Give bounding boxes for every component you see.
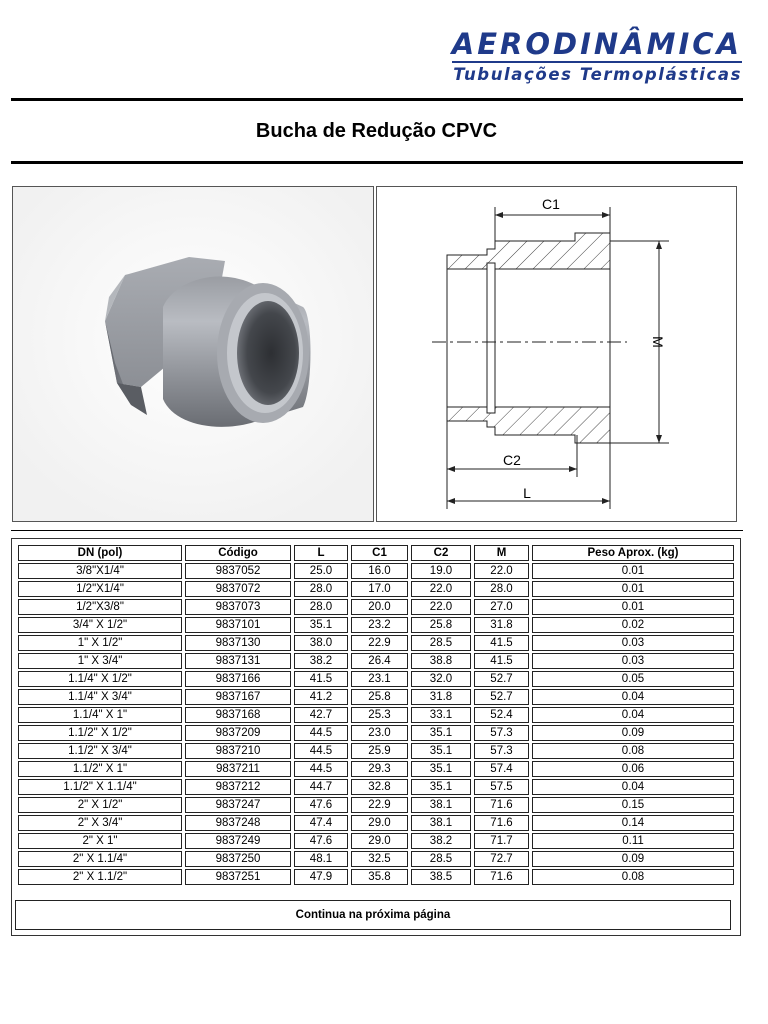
cell-peso: 0.05	[532, 671, 734, 687]
cell-codigo: 9837167	[185, 689, 291, 705]
cell-c2: 38.8	[411, 653, 471, 669]
cell-dn: 1.1/2" X 3/4"	[18, 743, 182, 759]
table-body	[18, 563, 734, 885]
cell-c2: 35.1	[411, 779, 471, 795]
cell-codigo: 9837212	[185, 779, 291, 795]
table-row	[18, 743, 734, 759]
dimension-label-c2: C2	[503, 452, 521, 468]
table-row	[18, 815, 734, 831]
cell-peso: 0.11	[532, 833, 734, 849]
cell-c2: 38.1	[411, 815, 471, 831]
table-row	[18, 725, 734, 741]
table-row	[18, 779, 734, 795]
cell-c2: 28.5	[411, 851, 471, 867]
cell-c1: 26.4	[351, 653, 408, 669]
cell-m: 71.6	[474, 797, 529, 813]
table-row	[18, 617, 734, 633]
cell-c1: 23.2	[351, 617, 408, 633]
cell-l: 25.0	[294, 563, 348, 579]
table-row	[18, 563, 734, 579]
cell-dn: 2" X 1.1/4"	[18, 851, 182, 867]
cell-codigo: 9837250	[185, 851, 291, 867]
cell-m: 57.4	[474, 761, 529, 777]
cell-dn: 2" X 1.1/2"	[18, 869, 182, 885]
cell-peso: 0.04	[532, 707, 734, 723]
cell-dn: 2" X 3/4"	[18, 815, 182, 831]
dimension-label-l: L	[523, 485, 531, 501]
cell-c2: 28.5	[411, 635, 471, 651]
header-dn: DN (pol)	[18, 545, 182, 561]
cell-c2: 38.1	[411, 797, 471, 813]
cell-dn: 1.1/4" X 1/2"	[18, 671, 182, 687]
section-divider	[11, 530, 743, 531]
cell-peso: 0.09	[532, 725, 734, 741]
cell-c1: 22.9	[351, 635, 408, 651]
brand-name: AERODINÂMICA	[451, 27, 742, 61]
cell-c2: 38.2	[411, 833, 471, 849]
cell-c1: 23.1	[351, 671, 408, 687]
page-title: Bucha de Redução CPVC	[255, 120, 498, 142]
cell-dn: 1.1/2" X 1.1/4"	[18, 779, 182, 795]
product-photo-panel	[12, 186, 374, 522]
cell-m: 31.8	[474, 617, 529, 633]
cell-m: 57.3	[474, 743, 529, 759]
cell-m: 41.5	[474, 653, 529, 669]
cell-peso: 0.15	[532, 797, 734, 813]
header-c2: C2	[411, 545, 471, 561]
cell-codigo: 9837249	[185, 833, 291, 849]
cell-l: 47.9	[294, 869, 348, 885]
cell-peso: 0.08	[532, 869, 734, 885]
cell-c1: 32.5	[351, 851, 408, 867]
cell-c1: 29.0	[351, 833, 408, 849]
cell-m: 71.6	[474, 869, 529, 885]
table-row	[18, 851, 734, 867]
cell-m: 52.7	[474, 689, 529, 705]
cell-m: 22.0	[474, 563, 529, 579]
cell-c1: 25.3	[351, 707, 408, 723]
cell-c1: 22.9	[351, 797, 408, 813]
cell-c2: 33.1	[411, 707, 471, 723]
cell-l: 28.0	[294, 581, 348, 597]
cell-dn: 1.1/2" X 1"	[18, 761, 182, 777]
cell-m: 71.6	[474, 815, 529, 831]
cell-c2: 32.0	[411, 671, 471, 687]
header-c1: C1	[351, 545, 408, 561]
header-l: L	[294, 545, 348, 561]
cell-codigo: 9837251	[185, 869, 291, 885]
cell-m: 57.5	[474, 779, 529, 795]
table-row	[18, 707, 734, 723]
cell-peso: 0.09	[532, 851, 734, 867]
dimension-label-c1: C1	[542, 196, 560, 212]
cell-dn: 1.1/2" X 1/2"	[18, 725, 182, 741]
cell-peso: 0.03	[532, 653, 734, 669]
header-codigo: Código	[185, 545, 291, 561]
cell-dn: 1" X 1/2"	[18, 635, 182, 651]
brand-tagline: Tubulações Termoplásticas	[453, 65, 742, 84]
cell-c1: 25.8	[351, 689, 408, 705]
spec-table	[15, 543, 737, 887]
cell-peso: 0.01	[532, 599, 734, 615]
cell-peso: 0.02	[532, 617, 734, 633]
cell-c2: 35.1	[411, 743, 471, 759]
cell-l: 47.6	[294, 797, 348, 813]
cell-dn: 1/2"X1/4"	[18, 581, 182, 597]
brand-underline	[452, 61, 742, 63]
cell-dn: 3/8"X1/4"	[18, 563, 182, 579]
title-divider	[11, 161, 743, 164]
cell-l: 44.7	[294, 779, 348, 795]
cell-peso: 0.01	[532, 581, 734, 597]
dimension-label-m: M	[650, 336, 666, 348]
cell-l: 35.1	[294, 617, 348, 633]
cell-m: 71.7	[474, 833, 529, 849]
cell-peso: 0.03	[532, 635, 734, 651]
cell-peso: 0.04	[532, 779, 734, 795]
cell-peso: 0.04	[532, 689, 734, 705]
table-row	[18, 689, 734, 705]
cell-l: 41.5	[294, 671, 348, 687]
cell-codigo: 9837072	[185, 581, 291, 597]
spec-table-frame	[11, 538, 741, 936]
table-header-row	[18, 545, 734, 561]
cell-l: 47.4	[294, 815, 348, 831]
cell-codigo: 9837101	[185, 617, 291, 633]
cell-c2: 22.0	[411, 581, 471, 597]
cell-peso: 0.14	[532, 815, 734, 831]
cell-dn: 1.1/4" X 3/4"	[18, 689, 182, 705]
technical-drawing-panel	[376, 186, 737, 522]
cell-codigo: 9837211	[185, 761, 291, 777]
table-row	[18, 635, 734, 651]
cell-c2: 35.1	[411, 725, 471, 741]
cell-c1: 23.0	[351, 725, 408, 741]
cell-dn: 1" X 3/4"	[18, 653, 182, 669]
technical-drawing	[377, 187, 736, 521]
cell-l: 38.0	[294, 635, 348, 651]
cell-codigo: 9837247	[185, 797, 291, 813]
top-divider	[11, 98, 743, 101]
cell-c1: 25.9	[351, 743, 408, 759]
cell-c2: 25.8	[411, 617, 471, 633]
cell-c1: 32.8	[351, 779, 408, 795]
cell-m: 28.0	[474, 581, 529, 597]
cell-l: 44.5	[294, 761, 348, 777]
cell-c1: 16.0	[351, 563, 408, 579]
cell-codigo: 9837209	[185, 725, 291, 741]
cell-m: 52.7	[474, 671, 529, 687]
table-row	[18, 671, 734, 687]
cell-codigo: 9837166	[185, 671, 291, 687]
cell-codigo: 9837052	[185, 563, 291, 579]
cell-codigo: 9837210	[185, 743, 291, 759]
table-row	[18, 653, 734, 669]
cell-c2: 38.5	[411, 869, 471, 885]
cell-l: 47.6	[294, 833, 348, 849]
cell-codigo: 9837130	[185, 635, 291, 651]
header-m: M	[474, 545, 529, 561]
table-row	[18, 599, 734, 615]
cell-dn: 3/4" X 1/2"	[18, 617, 182, 633]
cell-c2: 22.0	[411, 599, 471, 615]
cell-c1: 17.0	[351, 581, 408, 597]
cell-c1: 35.8	[351, 869, 408, 885]
cell-codigo: 9837168	[185, 707, 291, 723]
header-peso: Peso Aprox. (kg)	[532, 545, 734, 561]
cell-m: 27.0	[474, 599, 529, 615]
cell-c2: 31.8	[411, 689, 471, 705]
cell-l: 48.1	[294, 851, 348, 867]
table-row	[18, 761, 734, 777]
table-row	[18, 833, 734, 849]
cell-peso: 0.08	[532, 743, 734, 759]
cell-codigo: 9837248	[185, 815, 291, 831]
cell-peso: 0.06	[532, 761, 734, 777]
cell-l: 44.5	[294, 725, 348, 741]
cell-l: 42.7	[294, 707, 348, 723]
cell-dn: 1.1/4" X 1"	[18, 707, 182, 723]
cell-codigo: 9837073	[185, 599, 291, 615]
cell-c1: 29.3	[351, 761, 408, 777]
cell-m: 57.3	[474, 725, 529, 741]
brand-logo	[452, 28, 742, 84]
product-photo	[13, 187, 373, 521]
cell-c2: 19.0	[411, 563, 471, 579]
cell-dn: 2" X 1/2"	[18, 797, 182, 813]
bushing-body-icon	[163, 277, 311, 427]
cell-m: 72.7	[474, 851, 529, 867]
cell-c2: 35.1	[411, 761, 471, 777]
cell-peso: 0.01	[532, 563, 734, 579]
cell-c1: 29.0	[351, 815, 408, 831]
cell-dn: 1/2"X3/8"	[18, 599, 182, 615]
cell-codigo: 9837131	[185, 653, 291, 669]
cell-l: 41.2	[294, 689, 348, 705]
table-row	[18, 581, 734, 597]
cell-l: 44.5	[294, 743, 348, 759]
table-row	[18, 797, 734, 813]
cell-m: 41.5	[474, 635, 529, 651]
cell-l: 38.2	[294, 653, 348, 669]
table-row	[18, 869, 734, 885]
cell-m: 52.4	[474, 707, 529, 723]
continue-note: Continua na próxima página	[15, 900, 731, 930]
cell-c1: 20.0	[351, 599, 408, 615]
cell-dn: 2" X 1"	[18, 833, 182, 849]
cell-l: 28.0	[294, 599, 348, 615]
